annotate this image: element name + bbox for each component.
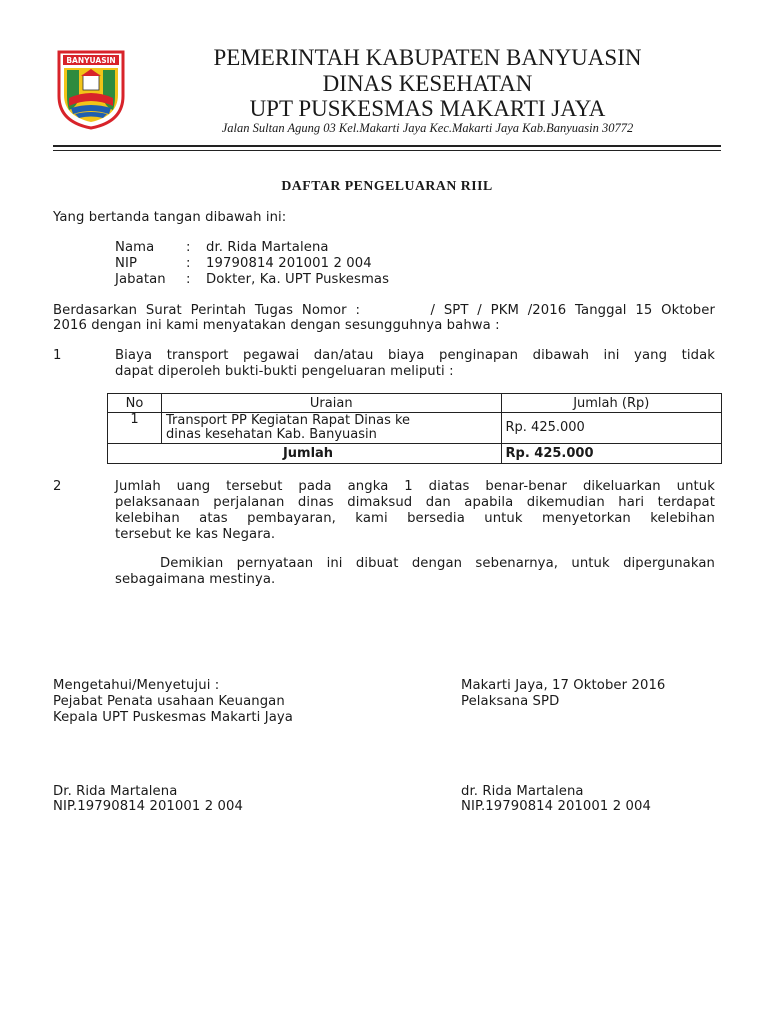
- identity-jabatan-value: Dokter, Ka. UPT Puskesmas: [206, 272, 390, 287]
- header-line-3: UPT PUSKESMAS MAKARTI JAYA: [249, 96, 606, 121]
- sign-left-line-1: Mengetahui/Menyetujui :: [53, 678, 220, 693]
- table-row: [108, 413, 722, 444]
- sign-right-name: dr. Rida Martalena: [461, 784, 584, 799]
- total-value: Rp. 425.000: [501, 444, 722, 464]
- header-rule-thick: [53, 145, 721, 147]
- header-jumlah: Jumlah (Rp): [501, 394, 722, 413]
- header-line-1: PEMERINTAH KABUPATEN BANYUASIN: [213, 45, 642, 70]
- identity-name-value: dr. Rida Martalena: [206, 240, 329, 255]
- row-uraian-line-2: dinas kesehatan Kab. Banyuasin: [166, 427, 377, 442]
- table-total-row: [108, 444, 722, 464]
- identity-name-sep: :: [186, 240, 191, 255]
- point-2-line-4: tersebut ke kas Negara.: [115, 527, 276, 542]
- intro-text: Yang bertanda tangan dibawah ini:: [53, 210, 287, 225]
- sign-right-line-2: Pelaksana SPD: [461, 694, 560, 709]
- logo-label: BANYUASIN: [66, 56, 116, 65]
- row-no: 1: [108, 413, 162, 444]
- expense-table: [107, 393, 722, 464]
- header-line-2: DINAS KESEHATAN: [322, 71, 533, 96]
- header-rule-thin: [53, 150, 721, 151]
- row-uraian-line-1: Transport PP Kegiatan Rapat Dinas ke: [166, 413, 411, 428]
- closing-line-1: Demikian pernyataan ini dibuat dengan sebenarnya, untuk dipergunakan: [160, 556, 715, 571]
- header-no: No: [108, 394, 162, 413]
- identity-jabatan-sep: :: [186, 272, 191, 287]
- row-uraian: [162, 413, 502, 444]
- point-1-number: 1: [53, 348, 62, 363]
- sign-right-nip: NIP.19790814 201001 2 004: [461, 799, 651, 814]
- sign-left-line-3: Kepala UPT Puskesmas Makarti Jaya: [53, 710, 293, 725]
- sign-right-line-1: Makarti Jaya, 17 Oktober 2016: [461, 678, 666, 693]
- sign-left-name: Dr. Rida Martalena: [53, 784, 178, 799]
- document-title: DAFTAR PENGELUARAN RIIL: [281, 178, 493, 193]
- identity-nip-value: 19790814 201001 2 004: [206, 256, 372, 271]
- total-label: Jumlah: [162, 444, 502, 464]
- identity-nip-label: NIP: [115, 256, 138, 271]
- header-address: Jalan Sultan Agung 03 Kel.Makarti Jaya Kec.Makarti Jaya Kab.Banyuasin 30772: [221, 121, 634, 135]
- sign-left-line-2: Pejabat Penata usahaan Keuangan: [53, 694, 285, 709]
- identity-jabatan-label: Jabatan: [115, 272, 166, 287]
- point-2-line-1: Jumlah uang tersebut pada angka 1 diatas benar-benar dikeluarkan untuk: [115, 479, 715, 494]
- point-2-number: 2: [53, 479, 62, 494]
- row-jumlah: Rp. 425.000: [501, 413, 722, 444]
- basis-line-1: Berdasarkan Surat Perintah Tugas Nomor : / SPT / PKM /2016 Tanggal 15 Oktober: [53, 303, 715, 318]
- table-header-row: [108, 394, 722, 413]
- identity-name-label: Nama: [115, 240, 155, 255]
- point-2-line-3: kelebihan atas pembayaran, kami bersedia untuk menyetorkan kelebihan: [115, 511, 715, 526]
- identity-nip-sep: :: [186, 256, 191, 271]
- banyuasin-logo: [55, 48, 127, 130]
- closing-line-2: sebagaimana mestinya.: [115, 572, 276, 587]
- point-2-line-2: pelaksanaan perjalanan dinas dimaksud dan apabila dikemudian hari terdapat: [115, 495, 715, 510]
- sign-left-nip: NIP.19790814 201001 2 004: [53, 799, 243, 814]
- header-uraian: Uraian: [162, 394, 502, 413]
- point-1-line-1: Biaya transport pegawai dan/atau biaya penginapan dibawah ini yang tidak: [115, 348, 715, 363]
- total-no-cell: [108, 444, 162, 464]
- basis-line-2: 2016 dengan ini kami menyatakan dengan sesungguhnya bahwa :: [53, 318, 500, 333]
- point-1-line-2: dapat diperoleh bukti-bukti pengeluaran meliputi :: [115, 364, 454, 379]
